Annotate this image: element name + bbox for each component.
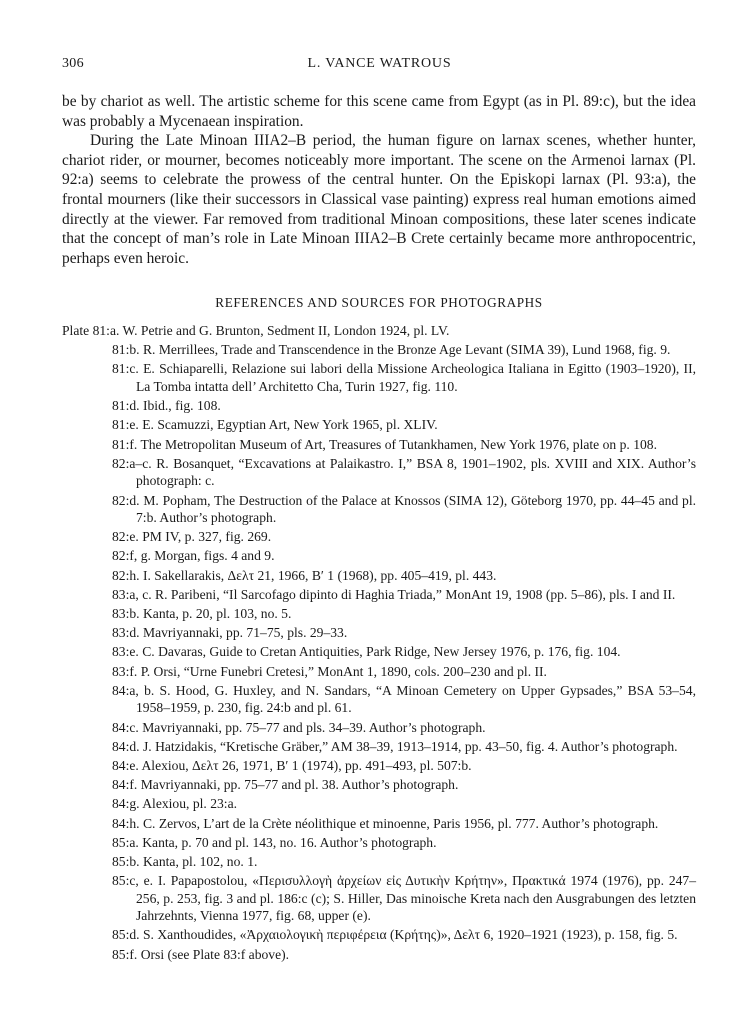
page-number: 306 [62, 56, 84, 71]
reference-label: 85:d. [112, 927, 140, 943]
reference-item [62, 682, 696, 717]
reference-label: 85:b. [112, 853, 140, 869]
reference-item [62, 719, 696, 737]
reference-item [62, 738, 696, 756]
reference-text: S. Xanthoudides, «Ἀρχαιολογικὴ περιφέρεια (Κρήτης)», Δελτ 6, 1920–1921 (1923), p. 158, fig. 5. [142, 927, 678, 943]
reference-label: 85:f. [112, 946, 138, 962]
reference-text: Kanta, pl. 102, no. 1. [142, 853, 258, 869]
reference-item [62, 322, 696, 340]
reference-item [62, 492, 696, 527]
reference-item [62, 757, 696, 775]
reference-item [62, 834, 696, 852]
reference-text: W. Petrie and G. Brunton, Sedment II, London 1924, pl. LV. [122, 323, 450, 338]
reference-text: C. Zervos, L’art de la Crète néolithique et minoenne, Paris 1956, pl. 777. Author’s photograph. [142, 815, 659, 831]
reference-item [62, 605, 696, 623]
reference-label: 83:b. [112, 606, 140, 622]
reference-item [62, 776, 696, 794]
reference-text: I. Sakellarakis, Δελτ 21, 1966, Β′ 1 (1968), pp. 405–419, pl. 443. [142, 567, 497, 583]
reference-label: 84:f. [112, 777, 138, 793]
reference-label: 84:d. [112, 738, 140, 754]
reference-item [62, 416, 696, 434]
reference-label: Plate 81:a. [62, 323, 120, 338]
reference-label: 81:f. [112, 436, 138, 452]
reference-item [62, 643, 696, 661]
reference-text: Mavriyannaki, pp. 75–77 and pl. 38. Author’s photograph. [140, 777, 459, 793]
reference-text: P. Orsi, “Urne Funebri Cretesi,” MonAnt 1, 1890, cols. 200–230 and pl. II. [140, 663, 547, 679]
reference-text: Morgan, figs. 4 and 9. [154, 548, 275, 564]
reference-item [62, 397, 696, 415]
reference-text: S. Hood, G. Huxley, and N. Sandars, “A Minoan Cemetery on Upper Gypsades,” BSA 53–54, 1958–1959, p. 230, fig. 24:b and pl. 61. [136, 682, 696, 716]
reference-text: Kanta, p. 70 and pl. 143, no. 16. Author’s photograph. [142, 834, 437, 850]
reference-label: 82:d. [112, 492, 140, 508]
reference-item [62, 547, 696, 565]
reference-text: I. Papapostolou, «Περισυλλογὴ ἀρχείων εἰς Δυτικὴν Κρήτην», Πρακτικά 1974 (1976), pp. 247–256, p. 253, fig. 3 and pl. 186:c (c); S. Hiller, Das minoische Kreta nach den Ausgrabungen des letzten Jahrzehnts, Vienna 1977, fig. 68, upper (e). [136, 873, 697, 924]
reference-item [62, 528, 696, 546]
reference-text: The Metropolitan Museum of Art, Treasures of Tutankhamen, New York 1976, plate on p. 108. [140, 436, 657, 452]
reference-text: E. Scamuzzi, Egyptian Art, New York 1965, pl. XLIV. [142, 417, 438, 433]
reference-text: R. Merrillees, Trade and Transcendence in the Bronze Age Levant (SIMA 39), Lund 1968, fig. 9. [142, 342, 671, 358]
reference-text: Ibid., fig. 108. [142, 398, 221, 414]
reference-text: R. Bosanquet, “Excavations at Palaikastro. I,” BSA 8, 1901–1902, pls. XVIII and XIX. Author’s photograph: c. [136, 455, 696, 489]
reference-item [62, 586, 696, 604]
reference-label: 83:a, c. [112, 586, 152, 602]
reference-item [62, 341, 696, 359]
reference-text: Alexiou, Δελτ 26, 1971, Β′ 1 (1974), pp. 491–493, pl. 507:b. [141, 757, 472, 773]
reference-label: 84:e. [112, 757, 139, 773]
reference-item [62, 853, 696, 871]
body-paragraph: be by chariot as well. The artistic scheme for this scene came from Egypt (as in Pl. 89:c), but the idea was probably a Mycenaean inspiration. [62, 93, 696, 130]
reference-label: 83:d. [112, 625, 140, 641]
reference-text: C. Davaras, Guide to Cretan Antiquities, Park Ridge, New Jersey 1976, p. 176, fig. 104. [142, 644, 621, 660]
reference-item [62, 624, 696, 642]
reference-label: 85:c, e. [112, 873, 154, 889]
page-header [62, 56, 697, 76]
reference-label: 83:f. [112, 663, 138, 679]
body-text [62, 92, 696, 268]
reference-item [62, 815, 696, 833]
reference-label: 81:b. [112, 342, 140, 358]
reference-item [62, 946, 696, 964]
reference-text: R. Paribeni, “Il Sarcofago dipinto di Haghia Triada,” MonAnt 19, 1908 (pp. 5–86), pls. I and II. [155, 586, 676, 602]
reference-text: Kanta, p. 20, pl. 103, no. 5. [142, 606, 292, 622]
reference-label: 84:g. [112, 796, 140, 812]
reference-item [62, 436, 696, 454]
reference-label: 82:a–c. [112, 455, 152, 471]
references-heading: REFERENCES AND SOURCES FOR PHOTOGRAPHS [215, 295, 543, 310]
reference-text: J. Hatzidakis, “Kretische Gräber,” AM 38–39, 1913–1914, pp. 43–50, fig. 4. Author’s photograph. [142, 738, 678, 754]
reference-item [62, 455, 696, 490]
reference-label: 82:f, g. [112, 548, 151, 564]
reference-item [62, 872, 696, 925]
running-head: L. VANCE WATROUS [307, 56, 452, 71]
reference-label: 85:a. [112, 834, 139, 850]
reference-item [62, 360, 696, 395]
reference-label: 81:d. [112, 398, 140, 414]
reference-text: Alexiou, pl. 23:a. [142, 796, 237, 812]
reference-text: E. Schiaparelli, Relazione sui labori della Missione Archeologica Italiana in Egitto (1903–1920), II, La Tomba intatta dell’ Architetto Cha, Turin 1927, fig. 110. [136, 361, 697, 394]
reference-label: 83:e. [112, 644, 139, 660]
reference-item [62, 663, 696, 681]
reference-item [62, 926, 696, 944]
reference-label: 84:h. [112, 815, 140, 831]
reference-text: Mavriyannaki, pp. 75–77 and pls. 34–39. Author’s photograph. [142, 719, 486, 735]
reference-label: 81:c. [112, 361, 139, 377]
reference-label: 82:h. [112, 567, 140, 583]
reference-item [62, 567, 696, 585]
references-list [62, 322, 696, 965]
reference-label: 82:e. [112, 529, 139, 545]
reference-label: 84:a, b. [112, 682, 155, 698]
reference-label: 84:c. [112, 719, 139, 735]
reference-item [62, 795, 696, 813]
reference-text: PM IV, p. 327, fig. 269. [142, 529, 272, 545]
body-paragraph: During the Late Minoan IIIA2–B period, the human figure on larnax scenes, whether hunter, chariot rider, or mourner, becomes noticeably more important. The scene on the Armenoi larnax (Pl. 92:a) seems to celebrate the prowess of the central hunter. On the Episkopi larnax (Pl. 93:a), the frontal mourners (like their successors in Classical vase painting) express real human emotions aimed directly at the viewer. Far removed from traditional Minoan compositions, these later scenes indicate that the concept of man’s role in Late Minoan IIIA2–B Crete certainly became more anthropocentric, perhaps even heroic. [62, 132, 696, 267]
reference-text: M. Popham, The Destruction of the Palace at Knossos (SIMA 12), Göteborg 1970, pp. 44–45 and pl. 7:b. Author’s photograph. [136, 492, 696, 526]
reference-label: 81:e. [112, 417, 139, 433]
reference-text: Mavriyannaki, pp. 71–75, pls. 29–33. [142, 625, 348, 641]
reference-text: Orsi (see Plate 83:f above). [140, 946, 290, 962]
